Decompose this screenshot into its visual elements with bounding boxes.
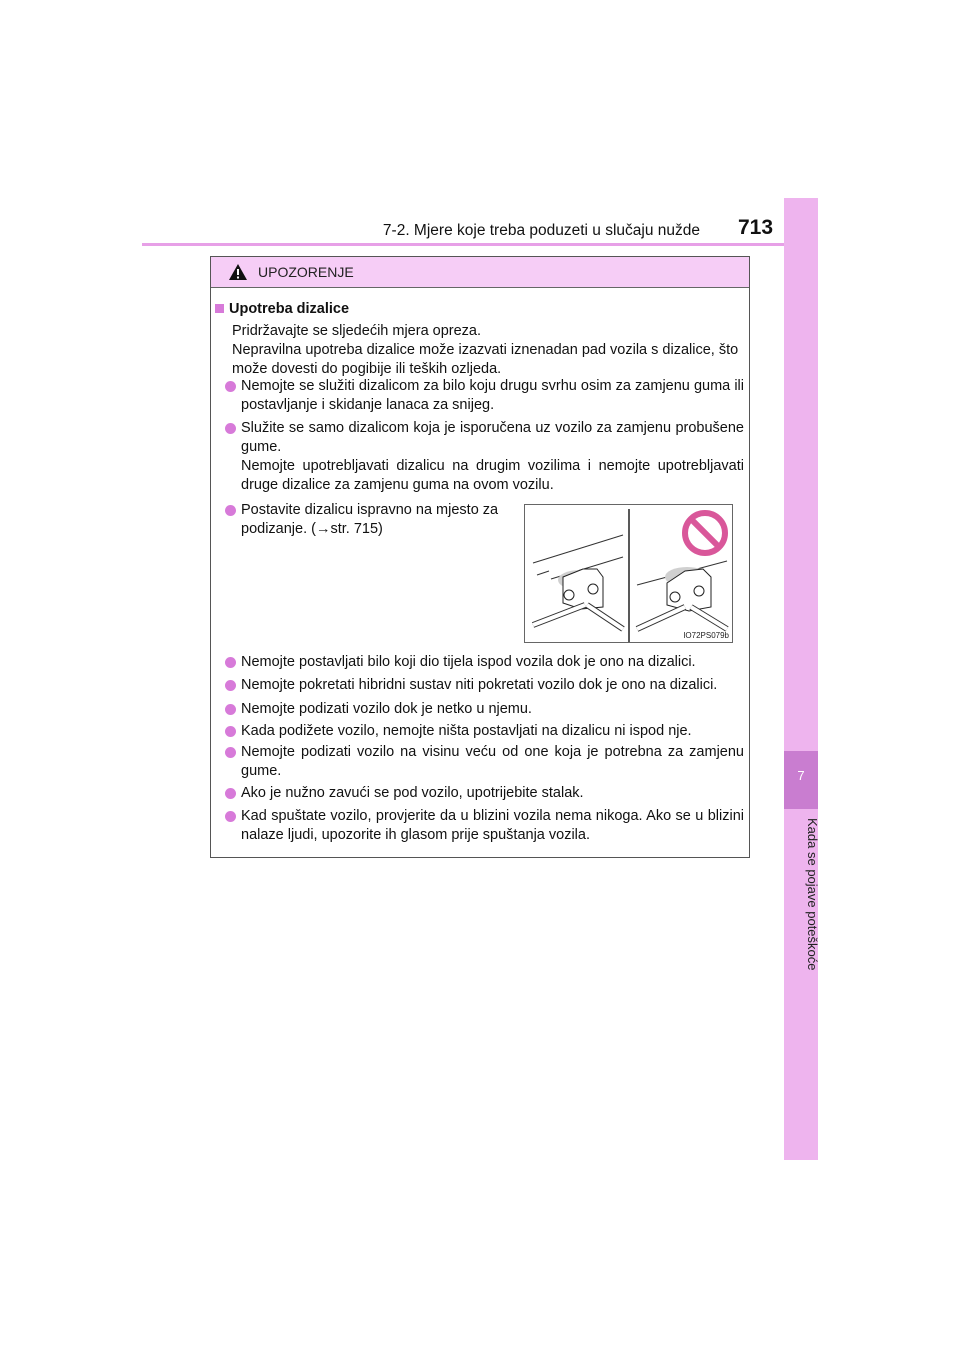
- bullet-icon: [225, 811, 236, 822]
- figure-code: IO72PS079b: [683, 631, 729, 640]
- chapter-side-tab: [784, 198, 818, 1160]
- list-item-text: Nemojte podizati vozilo na visinu veću od one koja je potrebna za zamjenu gume.: [241, 744, 744, 779]
- list-item-text: Služite se samo dizalicom koja je isporučena uz vozilo za zamjenu probušene gume.: [241, 420, 744, 455]
- list-item-text: Nemojte pokretati hibridni sustav niti pokretati vozilo dok je ono na dizalici.: [241, 677, 718, 693]
- list-item: [225, 784, 744, 803]
- chapter-number: 7: [797, 768, 805, 783]
- bullet-icon: [225, 788, 236, 799]
- list-item-text: Nemojte upotrebljavati dizalicu na drugim vozilima i nemojte upotrebljavati druge dizalice za zamjenu guma na ovom vozilu.: [241, 458, 744, 493]
- page-number: 713: [738, 216, 774, 239]
- bullet-icon: [225, 381, 236, 392]
- list-item: [225, 653, 744, 672]
- bullet-icon: [225, 704, 236, 715]
- warning-label: UPOZORENJE: [258, 264, 354, 280]
- bullet-icon: [225, 680, 236, 691]
- warning-header: [211, 257, 749, 288]
- bullet-icon: [225, 657, 236, 668]
- list-item: [225, 501, 515, 539]
- header-title: 7-2. Mjere koje treba poduzeti u slučaju nužde: [382, 222, 700, 239]
- warning-triangle-icon: [228, 263, 248, 281]
- list-item-text: Ako je nužno zavući se pod vozilo, upotrijebite stalak.: [241, 785, 584, 801]
- list-item: [225, 743, 744, 781]
- warning-box: [210, 256, 750, 858]
- jack-illustration: [524, 504, 733, 643]
- intro-line: Pridržavajte se sljedećih mjera opreza.: [232, 323, 482, 339]
- intro-text: [232, 322, 747, 379]
- jack-position-diagram: [525, 505, 732, 642]
- list-item: [225, 377, 744, 415]
- list-item-text: Nemojte podizati vozilo dok je netko u njemu.: [241, 701, 532, 717]
- bullet-icon: [225, 505, 236, 516]
- list-item-text: Kada podižete vozilo, nemojte ništa postavljati na dizalicu ni ispod nje.: [241, 723, 692, 739]
- list-item: [225, 722, 744, 741]
- list-item-text: Nemojte postavljati bilo koji dio tijela ispod vozila dok je ono na dizalici.: [241, 654, 696, 670]
- list-item: [225, 676, 744, 695]
- list-item: [225, 419, 744, 495]
- list-item: [225, 700, 744, 719]
- list-item-text: Nemojte se služiti dizalicom za bilo koju drugu svrhu osim za zamjenu guma ili postavljanje i skidanje lanaca za snijeg.: [241, 378, 744, 413]
- chapter-title: Kada se pojave poteškoće: [805, 818, 820, 971]
- header-rule: [142, 243, 818, 246]
- bullet-icon: [225, 747, 236, 758]
- square-bullet-icon: [215, 304, 224, 313]
- list-item-text: Kad spuštate vozilo, provjerite da u blizini vozila nema nikoga. Ako se u blizini nalaze ljudi, upozorite ih glasom prije spuštanja vozila.: [241, 808, 744, 843]
- bullet-icon: [225, 726, 236, 737]
- intro-line: Nepravilna upotreba dizalice može izazvati iznenadan pad vozila s dizalice, što može dovesti do pogibije ili teških ozljeda.: [232, 342, 739, 377]
- bullet-icon: [225, 423, 236, 434]
- list-item-text: Postavite dizalicu ispravno na mjesto za podizanje. (→str. 715): [241, 502, 499, 537]
- list-item: [225, 807, 744, 845]
- section-title: [215, 301, 349, 317]
- section-title-text: Upotreba dizalice: [229, 301, 350, 317]
